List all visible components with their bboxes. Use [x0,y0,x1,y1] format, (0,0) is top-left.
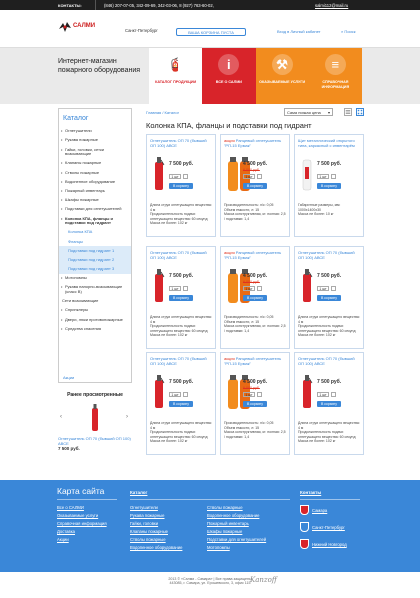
city-crest-icon [300,539,309,549]
add-to-cart-button[interactable]: В корзину [317,183,341,189]
product-price: 7 500 руб. [169,379,194,385]
spec-line: Продолжительность подачи огнетушащего вещества: 60 секунд [298,324,356,333]
quantity-field[interactable]: 1 шт [169,174,181,179]
product-name[interactable]: акция Ранцевый огнетушитель "РП-15 Ермак" [224,138,282,148]
copyright-line: 2013 © «Салми - Самара» | Все права защищены [168,577,252,581]
product-price: 7 500 руб. [317,273,342,279]
product-name[interactable]: Щит металлический открытого типа, каркасный с инвентарём [298,138,355,148]
top-contact-bar [0,0,420,10]
designer-signature: Kanzoff [250,576,277,584]
city-link[interactable]: Самара [312,508,328,513]
chevron-left-icon[interactable]: ‹ [60,414,62,420]
footer-catalog-link[interactable]: Огнетушители [130,505,158,510]
product-name[interactable]: Огнетушитель ОП 70 (бывший ОП 100) АВСЕ [298,356,355,366]
document-icon: ≡ [325,54,346,75]
promotions-link[interactable]: Акции [63,375,75,380]
spec-line: Масса конструктивная, кг: полная: 2,5 / подставки: 1,4 [224,430,286,439]
divider [95,0,96,10]
recent-product-name[interactable]: Огнетушитель ОП 70 (бывший ОП 100) АВСЕ [58,436,131,446]
product-old-price: 6 000 руб. [243,280,260,284]
sidebar-item[interactable]: Фланцы [68,238,83,244]
add-to-cart-button[interactable]: В корзину [243,183,267,189]
footer-catalog-link[interactable]: Шкафы пожарные [207,528,243,534]
product-name[interactable]: Огнетушитель ОП 70 (бывший ОП 100) АВСЕ [150,250,207,260]
nav-tile[interactable] [149,48,202,104]
nav-tiles [149,48,362,104]
product-image[interactable] [153,157,165,191]
product-image[interactable] [301,375,313,409]
spec-line: Масса конструктивная, кг: полная: 2,5 / подставки: 1,4 [224,212,286,221]
product-specs [150,421,212,444]
sidebar-item[interactable]: • Средства спасения [59,325,131,334]
product-card [220,352,290,455]
sidebar-title: Каталог [63,115,89,122]
sidebar-item[interactable]: • Клапаны пожарные [59,159,131,168]
product-name[interactable]: акция Ранцевый огнетушитель "РП-15 Ермак" [224,250,282,260]
sidebar-item[interactable]: • Спринклеры [59,306,131,315]
nav-tile[interactable] [202,48,255,104]
fire-extinguisher-icon: 🧯 [167,57,184,72]
product-card [146,134,216,237]
spec-line: Продолжительность подачи огнетушащего вещества: 60 секунд [298,430,356,439]
sidebar-item[interactable]: Сети всасывающие [62,298,99,304]
footer-link[interactable]: Оказываемые услуги [57,512,99,518]
sort-select[interactable] [284,108,333,116]
sale-badge: акция [224,356,236,361]
product-specs [298,315,360,338]
spec-line: Объем емкости, л: 15 [224,207,260,212]
add-to-cart-button[interactable]: В корзину [243,401,267,407]
divider [130,499,290,500]
product-name[interactable]: Огнетушитель ОП 70 (бывший ОП 100) АВСЕ [150,356,207,366]
spec-line: Объем емкости, л: 15 [224,425,260,430]
footer-links-catalog-1 [130,504,182,551]
sidebar-item[interactable]: Колонка КПА [68,229,93,235]
footer-link[interactable]: Справочная информация [57,520,107,526]
product-specs [224,315,286,333]
info-icon: i [218,54,239,75]
recent-product-price: 7 500 руб. [58,446,80,451]
list-view-icon[interactable] [344,108,352,116]
quantity-field[interactable]: 1 шт [317,392,329,397]
add-to-cart-button[interactable]: В корзину [243,295,267,301]
search-label: Поиск [344,29,356,34]
footer-catalog-link[interactable]: Пожарный инвентарь [207,520,249,526]
city-crest-icon [300,522,309,532]
compare-checkbox[interactable] [257,174,262,179]
eagle-logo-icon [58,20,72,34]
product-specs [298,203,360,217]
footer-catalog-link[interactable]: Стволы пожарные [130,536,166,542]
nav-tile-label: КАТАЛОГ ПРОДУКЦИИ [155,80,197,84]
sidebar-item[interactable]: • Рукава пожарные [59,136,131,145]
footer-catalog-link[interactable]: Водопенное оборудование [207,512,260,518]
sidebar-item[interactable]: • Водопенное оборудование [59,178,131,187]
email-link[interactable]: salmi112@mail.ru [315,3,349,8]
city-link[interactable]: Нижний Новгород [312,542,347,547]
product-price: 7 500 руб. [317,379,342,385]
extinguisher-image [91,404,99,432]
product-specs [224,203,286,221]
product-specs [150,203,212,226]
compare-checkbox[interactable] [331,286,336,291]
product-price: 4 500 руб. [243,161,268,167]
product-price: 7 500 руб. [169,161,194,167]
product-card [294,352,364,455]
nav-tile-label: ОКАЗЫВАЕМЫЕ УСЛУГИ [259,80,306,84]
compare-checkbox[interactable] [331,174,336,179]
product-name[interactable]: Огнетушитель ОП 70 (бывший ОП 100) АВСЕ [150,138,207,148]
product-old-price: 6 000 руб. [243,168,260,172]
quantity-field[interactable]: 1 шт [169,392,181,397]
breadcrumb[interactable]: Главная / Каталог [146,110,180,115]
footer-catalog-link[interactable]: Клапаны пожарные [130,528,168,534]
product-specs [298,421,360,444]
divider [300,499,360,500]
tools-icon: ⚒ [272,54,293,75]
spec-line: Продолжительность подачи огнетушащего вещества: 60 секунд [150,430,208,439]
add-to-cart-button[interactable]: В корзину [169,183,193,189]
quantity-field[interactable]: 1 шт [243,392,255,397]
footer-link[interactable]: Акции [57,536,69,542]
sidebar-item[interactable]: • Гайки, головки, сетки всасывающие [59,145,131,159]
spec-line: Длина струи огнетушащего вещества: 4 м [298,421,360,430]
footer-link[interactable]: Доставка [57,528,75,534]
quantity-field[interactable]: 1 шт [169,286,181,291]
spec-line: Производительность: л/с: 0,05 [224,203,274,207]
product-image[interactable] [301,269,313,303]
footer-links-catalog-2 [207,504,266,551]
product-card [294,246,364,349]
contacts-label: КОНТАКТЫ: [58,3,82,8]
footer-catalog-heading[interactable]: Каталог [130,490,148,495]
spec-line: Объем емкости, л: 15 [224,319,260,324]
spec-line: Масса не более: 10 кг [298,212,334,217]
logo[interactable] [58,20,118,36]
sort-value: Сама низкая цена [287,110,321,115]
sidebar-item[interactable]: • Мотопомпы [59,274,131,283]
spec-line: Масса не более: 102 кг [150,333,188,338]
login-link[interactable]: Вход в Личный кабинет [277,29,321,34]
product-old-price: 6 000 руб. [243,386,260,390]
spec-line: Продолжительность подачи огнетушащего вещества: 60 секунд [150,212,208,221]
product-name[interactable]: акция Ранцевый огнетушитель "РП-15 Ермак" [224,356,282,366]
quantity-field[interactable]: 1 шт [317,174,329,179]
search-link[interactable] [341,29,355,34]
catalog-sidebar [58,108,132,383]
spec-line: Длина струи огнетушащего вещества: 4 м [298,315,360,324]
footer-catalog-link[interactable]: Стволы пожарные [207,505,243,510]
store-slogan: Интернет-магазин пожарного оборудования [58,58,141,74]
footer-contacts-heading[interactable]: Контакты [300,490,322,495]
brand-name: САЛМИ [73,23,96,29]
product-price: 4 500 руб. [243,273,268,279]
category-list [59,127,131,334]
sidebar-item[interactable]: • Двери, люки противопожарные [59,315,131,324]
spec-line: Производительность: л/с: 0,05 [224,421,274,425]
copyright [165,577,255,586]
divider [57,499,117,500]
product-card [220,246,290,349]
quantity-field[interactable]: 1 шт [243,286,255,291]
product-card [146,352,216,455]
spec-line: Длина струи огнетушащего вещества: 4 м [150,315,212,324]
add-to-cart-button[interactable]: В корзину [169,295,193,301]
copyright-line: 443085, г. Самара, ул. Ерошевского, 3, офис 115 [169,581,251,586]
sidebar-item[interactable]: Подставки под гидрант 3 [59,265,131,274]
footer-catalog-link[interactable]: Рукава пожарные [130,512,165,518]
product-card [220,134,290,237]
sidebar-item[interactable]: • Шкафы пожарные [59,196,131,205]
spec-line: Производительность: л/с: 0,05 [224,315,274,319]
product-name[interactable]: Огнетушитель ОП 70 (бывший ОП 100) АВСЕ [298,250,355,260]
compare-checkbox[interactable] [331,392,336,397]
spec-line: Масса конструктивная, кг: полная: 2,5 / подставки: 1,4 [224,324,286,333]
compare-checkbox[interactable] [183,392,188,397]
sidebar-item[interactable]: • Подставки для огнетушителей [59,205,131,214]
spec-line: Масса не более: 102 кг [298,333,336,338]
sale-badge: акция [224,138,236,143]
quantity-field[interactable]: 1 шт [317,286,329,291]
product-price: 7 500 руб. [317,161,342,167]
spec-line: Масса не более: 102 кг [298,439,336,444]
product-image[interactable] [153,375,165,409]
spec-line: Длина струи огнетушащего вещества: 4 м [150,421,212,430]
footer-catalog-link[interactable]: Гайки, головки [130,520,159,526]
grid-view-icon[interactable] [356,108,364,116]
product-image[interactable] [153,269,165,303]
city-link[interactable]: Санкт-Петербург [312,525,345,530]
footer-link[interactable]: Все о САЛМИ [57,505,84,510]
city-selector[interactable]: Санкт-Петербург [125,28,158,33]
cart-button[interactable]: ВАША КОРЗИНА ПУСТА [176,28,246,36]
chevron-right-icon[interactable]: › [126,414,128,420]
product-card [294,134,364,237]
footer-links-main [57,504,107,544]
product-specs [224,421,286,439]
compare-checkbox[interactable] [183,174,188,179]
sale-badge: акция [224,250,236,255]
product-specs [150,315,212,338]
footer-catalog-link[interactable]: Мотопомпы [207,544,230,550]
nav-tile-label: СПРАВОЧНАЯ ИНФОРМАЦИЯ [321,80,350,89]
sitemap-title: Карта сайта [57,486,105,496]
quantity-field[interactable]: 1 шт [243,174,255,179]
nav-tile[interactable] [309,48,362,104]
product-image[interactable] [301,157,313,191]
product-price: 7 500 руб. [169,273,194,279]
spec-line: Масса не более: 102 кг [150,221,188,226]
chevron-down-icon: ▾ [327,110,330,115]
sidebar-item[interactable]: • Огнетушители [59,127,131,136]
nav-tile-label: ВСЕ О САЛМИ [215,80,242,84]
phone-numbers: (846) 207-07-05, 342-09-69, 342-03-06, 8 (927) 763-60-02, [104,3,214,8]
add-to-cart-button[interactable]: В корзину [169,401,193,407]
sidebar-item[interactable]: • Пожарный инвентарь [59,187,131,196]
add-to-cart-button[interactable]: В корзину [317,295,341,301]
city-crest-icon [300,505,309,515]
recently-viewed [58,392,132,452]
footer-catalog-link[interactable]: Подставки для огнетушителей [207,536,267,542]
product-card [146,246,216,349]
sidebar-item[interactable]: • Колонка КПА, фланцы и подставки под гидрант [59,214,131,228]
sidebar-item[interactable]: Подставки под гидрант 2 [59,256,131,265]
spec-line: Габаритные размеры, мм: 1000х1400х30 [298,203,341,212]
spec-line: Масса не более: 102 кг [150,439,188,444]
nav-tile[interactable] [256,48,309,104]
footer-catalog-link[interactable]: Водопенное оборудование [130,544,183,550]
page-title: Колонка КПА, фланцы и подставки под гидрант [146,121,312,130]
compare-checkbox[interactable] [183,286,188,291]
sidebar-item[interactable]: • Стволы пожарные [59,168,131,177]
spec-line: Длина струи огнетушащего вещества: 4 м [150,203,212,212]
compare-checkbox[interactable] [257,286,262,291]
recent-title: Ранее просмотренные [67,392,123,398]
search-icon: ⌕ [341,29,345,34]
sidebar-item[interactable]: Подставки под гидрант 1 [59,246,131,255]
compare-checkbox[interactable] [257,392,262,397]
add-to-cart-button[interactable]: В корзину [317,401,341,407]
product-price: 4 500 руб. [243,379,268,385]
spec-line: Продолжительность подачи огнетушащего вещества: 60 секунд [150,324,208,333]
sidebar-item[interactable]: • Рукава напорно-всасывающие (класс В) [59,283,131,297]
